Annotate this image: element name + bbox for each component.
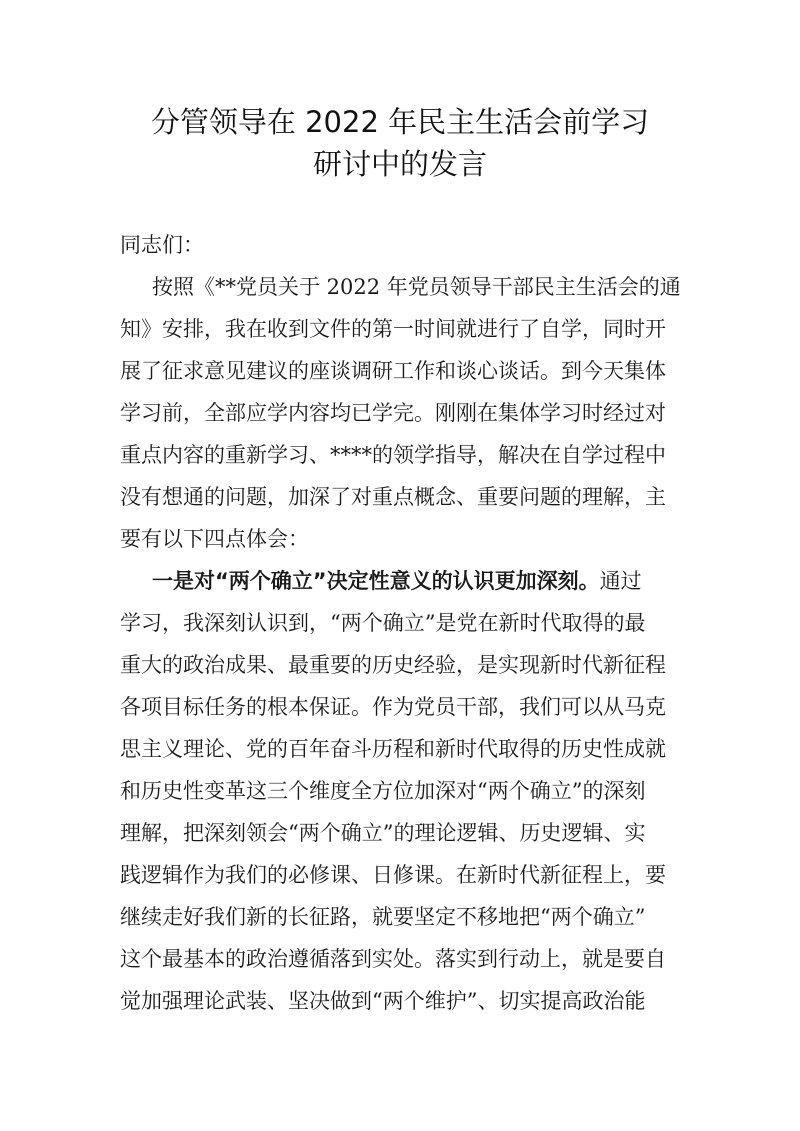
- paragraph-2-heading: 一是对“两个确立”决定性意义的认识更加深刻。: [152, 569, 600, 593]
- paragraph-2-line: 重大的政治成果、最重要的历史经验，是实现新时代新征程: [120, 653, 666, 677]
- paragraph-2-line: 理解，把深刻领会“两个确立”的理论逻辑、历史逻辑、实: [120, 821, 646, 845]
- paragraph-2-line: 学习，我深刻认识到，“两个确立”是党在新时代取得的最: [120, 611, 646, 635]
- paragraph-2-line: 各项目标任务的根本保证。作为党员干部，我们可以从马克: [120, 695, 666, 719]
- paragraph-1-line: 知》安排，我在收到文件的第一时间就进行了自学，同时开: [120, 317, 666, 341]
- paragraph-2-line: 践逻辑作为我们的必修课、日修课。在新时代新征程上，要: [120, 863, 666, 887]
- paragraph-2-line: 思主义理论、党的百年奋斗历程和新时代取得的历史性成就: [120, 737, 666, 761]
- paragraph-2-line: 和历史性变革这三个维度全方位加深对“两个确立”的深刻: [120, 779, 646, 803]
- document-title-line-2: 研讨中的发言: [312, 147, 487, 181]
- paragraph-2-line: 这个最基本的政治遵循落到实处。落实到行动上，就是要自: [120, 947, 666, 971]
- paragraph-1-line: 重点内容的重新学习、****的领学指导，解决在自学过程中: [120, 443, 666, 467]
- paragraph-2-line: 继续走好我们新的长征路，就要坚定不移地把“两个确立”: [120, 905, 646, 929]
- salutation: 同志们：: [120, 233, 204, 257]
- paragraph-1-line: 学习前，全部应学内容均已学完。刚刚在集体学习时经过对: [120, 401, 666, 425]
- paragraph-2-first-line: [152, 566, 642, 596]
- paragraph-1-line: 没有想通的问题，加深了对重点概念、重要问题的理解，主: [120, 485, 666, 509]
- paragraph-1-line: 要有以下四点体会：: [120, 527, 309, 551]
- paragraph-2-line: 觉加强理论武装、坚决做到“两个维护”、切实提高政治能: [120, 989, 646, 1013]
- document-title-line-1: 分管领导在 2022 年民主生活会前学习: [150, 105, 650, 139]
- paragraph-1-line: 按照《**党员关于 2022 年党员领导干部民主生活会的通: [152, 275, 681, 299]
- paragraph-2-first-tail: 通过: [599, 569, 642, 593]
- paragraph-1-line: 展了征求意见建议的座谈调研工作和谈心谈话。到今天集体: [120, 359, 666, 383]
